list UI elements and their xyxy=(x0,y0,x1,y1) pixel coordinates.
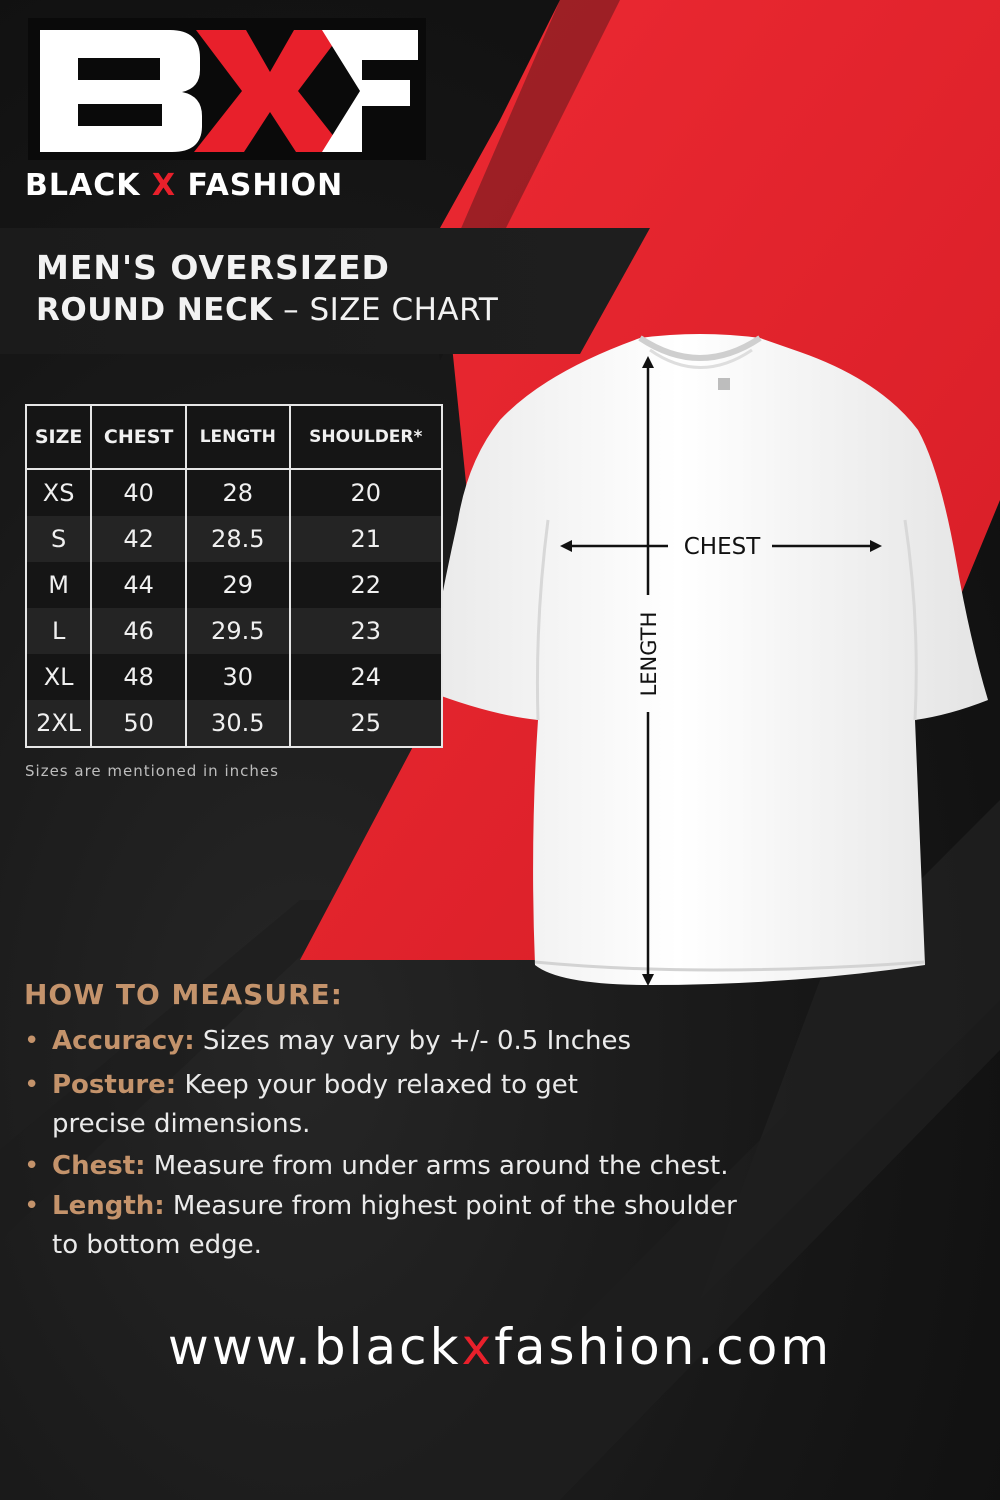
how-to-measure-title: HOW TO MEASURE: xyxy=(24,978,343,1011)
cell-shoulder: 25 xyxy=(290,700,441,746)
cell-size: XL xyxy=(43,662,74,691)
cell-chest: 44 xyxy=(91,562,186,608)
cell-length: 30.5 xyxy=(186,700,290,746)
cell-shoulder: 21 xyxy=(290,516,441,562)
cell-size: S xyxy=(27,516,91,562)
cell-length: 29.5 xyxy=(186,608,290,654)
cell-size: M xyxy=(48,570,69,599)
table-row xyxy=(27,700,441,746)
cell-size: 2XL xyxy=(27,700,91,746)
table-row xyxy=(27,562,441,608)
measure-item-chest: • Chest: Measure from under arms around the chest. xyxy=(24,1151,729,1181)
cell-chest: 48 xyxy=(91,654,186,700)
cell-length: 28.5 xyxy=(186,516,290,562)
table-row xyxy=(27,469,441,516)
length-label: LENGTH xyxy=(637,611,661,697)
title-line-1: MEN'S OVERSIZED xyxy=(36,248,390,287)
chest-label: CHEST xyxy=(683,534,761,560)
cell-shoulder: 24 xyxy=(290,654,441,700)
header-size: SIZE xyxy=(27,406,91,469)
measure-item-accuracy: • Accuracy: Sizes may vary by +/- 0.5 Inches xyxy=(24,1026,632,1056)
brand-name: BLACK X FASHION xyxy=(25,168,344,203)
header-chest: CHEST xyxy=(91,406,186,469)
cell-size: XS xyxy=(42,479,75,507)
cell-length: 30 xyxy=(186,654,290,700)
table-header-row xyxy=(27,406,441,469)
cell-chest: 40 xyxy=(91,469,186,516)
table-row xyxy=(27,608,441,654)
website-url[interactable]: www.blackxfashion.com xyxy=(167,1318,833,1376)
cell-length: 29 xyxy=(186,562,290,608)
table-row xyxy=(27,654,441,700)
cell-shoulder: 22 xyxy=(290,562,441,608)
measure-item-length: • Length: Measure from highest point of the shoulder to bottom edge. xyxy=(24,1191,737,1260)
cell-shoulder: 23 xyxy=(290,608,441,654)
bxf-logo xyxy=(28,18,426,160)
header-shoulder: SHOULDER* xyxy=(290,406,441,469)
header-length: LENGTH xyxy=(186,406,290,469)
table-row xyxy=(27,516,441,562)
cell-shoulder: 20 xyxy=(290,469,441,516)
cell-size: L xyxy=(27,608,91,654)
cell-chest: 50 xyxy=(91,700,186,746)
cell-chest: 46 xyxy=(91,608,186,654)
table-note: Sizes are mentioned in inches xyxy=(25,762,279,780)
cell-length: 28 xyxy=(186,469,290,516)
cell-chest: 42 xyxy=(91,516,186,562)
size-table xyxy=(25,404,443,748)
title-band xyxy=(0,228,650,354)
measure-item-posture: • Posture: Keep your body relaxed to get precise dimensions. xyxy=(24,1070,578,1139)
title-line-2: ROUND NECK – SIZE CHART xyxy=(36,292,499,328)
